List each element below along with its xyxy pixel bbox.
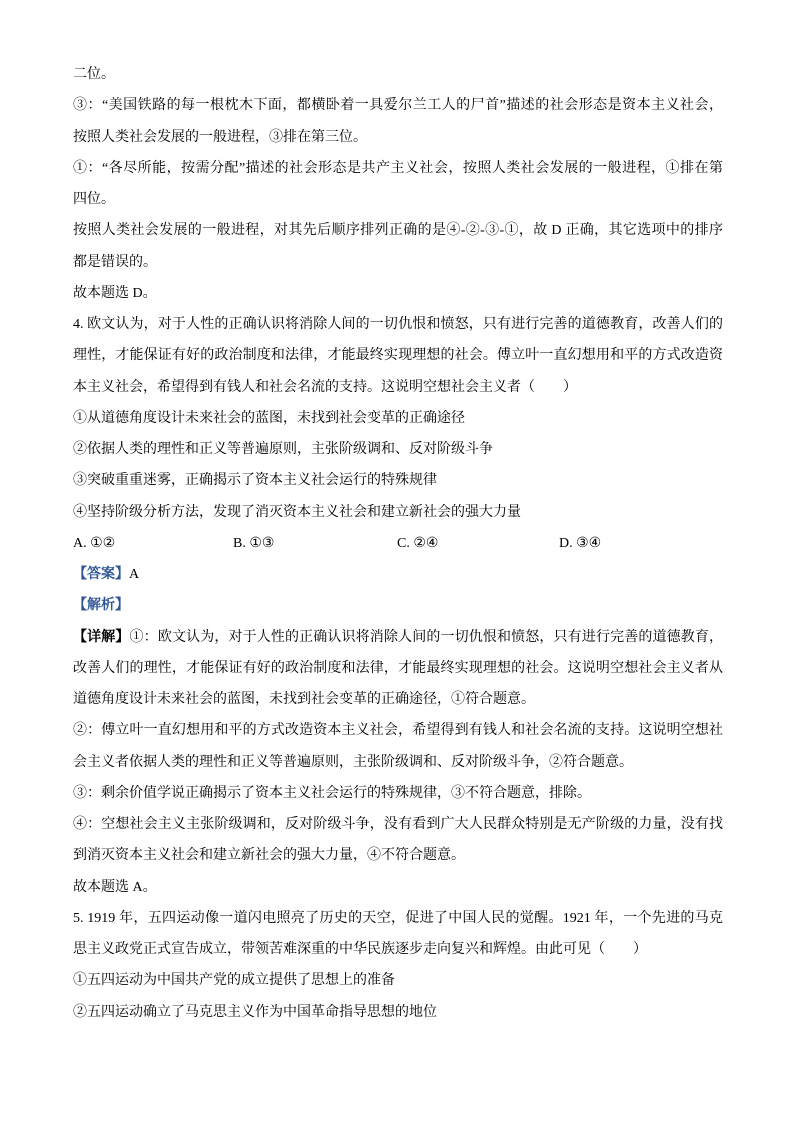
analysis-label: 【解析】: [73, 598, 129, 614]
q3-conclusion: 故本题选 D。: [73, 285, 157, 301]
q4-answer: [73, 559, 723, 590]
page-content: [73, 59, 723, 1028]
question-5: [73, 903, 723, 1028]
text-line: ③：“美国铁路的每一根枕木下面，都横卧着一具爱尔兰工人的尸首”描述的社会形态是资本主义社会，: [73, 98, 723, 114]
q5-statement-1: ①五四运动为中国共产党的成立提供了思想上的准备: [73, 973, 395, 989]
q4-detail-line: ②：傅立叶一直幻想用和平的方式改造资本主义社会，希望得到有钱人和社会名流的支持。这说明空想社: [73, 723, 723, 739]
q4-statement-3: ③突破重重迷雾，正确揭示了资本主义社会运行的特殊规律: [73, 473, 437, 489]
q5-stem-line: 思主义政党正式宣告成立，带领苦难深重的中华民族逐步走向复兴和辉煌。由此可见（ ）: [73, 942, 647, 957]
text-line: 二位。: [73, 67, 115, 82]
q4-stem-line: 理性，才能保证有好的政治制度和法律，才能最终实现理想的社会。傅立叶一直幻想用和平的方式改造资: [73, 348, 723, 364]
answer-value: A: [129, 567, 140, 582]
text-line: 都是错误的。: [73, 254, 157, 270]
q4-detail-line: 道德角度设计未来社会的蓝图，未找到社会变革的正确途径，①符合题意。: [73, 692, 535, 707]
q4-detail-line: ④：空想社会主义主张阶级调和，反对阶级斗争，没有看到广大人民群众特别是无产阶级的力量，没有找: [73, 817, 723, 832]
q4-detail-line: ③：剩余价值学说正确揭示了资本主义社会运行的特殊规律，③不符合题意，排除。: [73, 785, 591, 801]
answer-label: 【答案】: [73, 567, 129, 582]
text-line: 按照人类社会发展的一般进程，对其先后顺序排列正确的是④-②-③-①，故 D 正确，其它选项中的排序: [73, 223, 723, 239]
q4-option-a: A. ①②: [73, 535, 116, 551]
q4-conclusion: 故本题选 A。: [73, 879, 157, 895]
q4-stem-line: 4. 欧文认为，对于人性的正确认识将消除人间的一切仇恨和愤怒，只有进行完善的道德教育，改善人们的: [73, 317, 723, 332]
q4-detail-line: 会主义者依据人类的理性和正义等普遍原则，主张阶级调和、反对阶级斗争，②符合题意。: [73, 754, 633, 770]
q5-stem-line: 5. 1919 年，五四运动像一道闪电照亮了历史的天空，促进了中国人民的觉醒。1921 年，一个先进的马克: [73, 910, 723, 926]
detail-text: ①：欧文认为，对于人性的正确认识将消除人间的一切仇恨和愤怒，只有进行完善的道德教育，: [129, 629, 723, 645]
q4-detail-line: 改善人们的理性，才能保证有好的政治制度和法律，才能最终实现理想的社会。这说明空想社会主义者从: [73, 660, 723, 676]
q4-detail-line: 到消灭资本主义社会和建立新社会的强大力量，④不符合题意。: [73, 848, 465, 864]
q4-analysis-heading: [73, 590, 723, 621]
q4-statement-4: ④坚持阶级分析方法，发现了消灭资本主义社会和建立新社会的强大力量: [73, 504, 521, 520]
question-4: [73, 309, 723, 903]
q3-explanation-tail: [73, 59, 723, 309]
text-line: ①：“各尽所能，按需分配”描述的社会形态是共产主义社会，按照人类社会发展的一般进程，①排在第: [73, 160, 723, 176]
q4-option-c: C. ②④: [397, 535, 439, 551]
q4-detail-line: [73, 622, 723, 653]
q4-stem-line: 本主义社会，希望得到有钱人和社会名流的支持。这说明空想社会主义者（ ）: [73, 379, 577, 395]
q5-statement-2: ②五四运动确立了马克思主义作为中国革命指导思想的地位: [73, 1004, 437, 1020]
q4-statement-2: ②依据人类的理性和正义等普遍原则，主张阶级调和、反对阶级斗争: [73, 442, 493, 457]
detail-label: 【详解】: [73, 629, 130, 645]
q4-statement-1: ①从道德角度设计未来社会的蓝图，未找到社会变革的正确途径: [73, 410, 465, 426]
q4-option-d: D. ③④: [559, 535, 602, 551]
text-line: 按照人类社会发展的一般进程，③排在第三位。: [73, 129, 367, 145]
q4-options: [73, 528, 723, 559]
q4-option-b: B. ①③: [233, 535, 275, 551]
text-line: 四位。: [73, 192, 115, 207]
